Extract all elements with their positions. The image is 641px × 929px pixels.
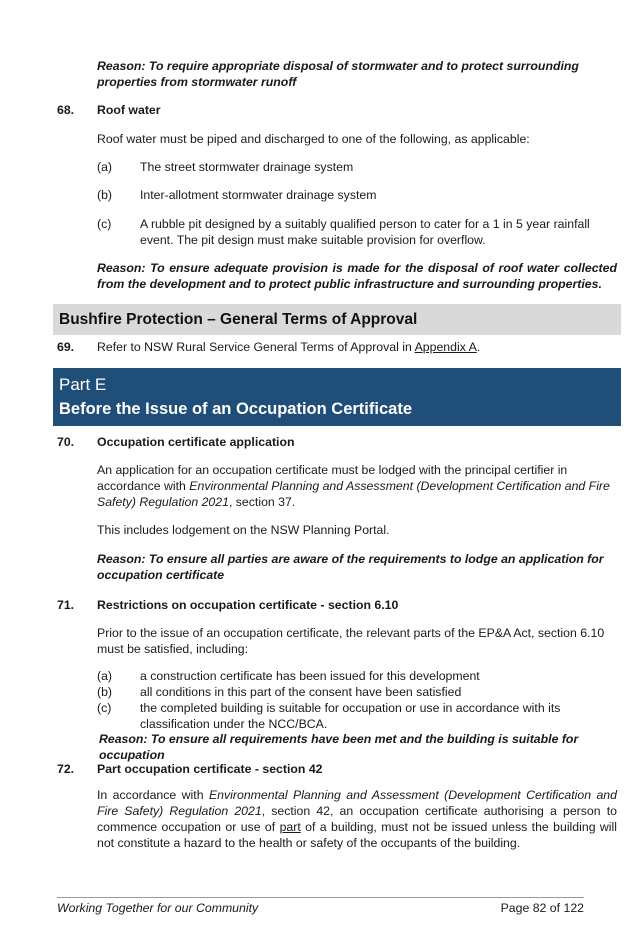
part-title: Before the Issue of an Occupation Certificate: [59, 400, 412, 418]
part-emphasis: part: [279, 820, 301, 834]
condition-text-69: [97, 339, 617, 355]
part-label: Part E: [59, 375, 107, 394]
list-label: (a): [97, 160, 113, 174]
condition-intro-71: Prior to the issue of an occupation certificate, the relevant parts of the EP&A Act, section 6.10 must be satisfied, including:: [97, 626, 605, 656]
list-item-text: the completed building is suitable for occupation or use in accordance with its classification under the NCC/BCA.: [140, 701, 561, 731]
reason-roof-water: Reason: To ensure adequate provision is made for the disposal of roof water collected from the development and to protect public infrastructure and surrounding properties.: [97, 261, 617, 291]
part-heading-band: [53, 368, 621, 426]
list-item-text: A rubble pit designed by a suitably qualified person to cater for a 1 in 5 year rainfall event. The pit design must make suitable provision for overflow.: [140, 217, 590, 247]
section-heading-band: [53, 304, 621, 335]
condition-number-71: 71.: [57, 598, 75, 612]
condition-number-68: 68.: [57, 103, 75, 117]
paragraph-text: In accordance with: [97, 788, 209, 802]
condition-number-69: 69.: [57, 340, 75, 354]
regulation-name: Environmental Planning and Assessment (Development Certification and Fire Safety) Regulation 2021: [97, 479, 610, 509]
page-number: Page 82 of 122: [500, 901, 584, 915]
reason-stormwater: Reason: To require appropriate disposal of stormwater and to protect surrounding properties from stormwater runoff: [97, 59, 579, 89]
list-item-text: The street stormwater drainage system: [140, 160, 354, 174]
reason-occupation-restrictions: Reason: To ensure all requirements have been met and the building is suitable for occupation: [99, 732, 579, 762]
appendix-a-link[interactable]: Appendix A: [414, 340, 477, 354]
condition-number-72: 72.: [57, 762, 75, 776]
list-label: (b): [97, 188, 113, 202]
condition-text-69-after: .: [476, 340, 481, 354]
condition-title-71: Restrictions on occupation certificate - section 6.10: [97, 598, 399, 612]
footer-divider: [57, 897, 584, 898]
section-heading-bushfire: Bushfire Protection – General Terms of Approval: [59, 311, 418, 328]
condition-paragraph-70: [97, 462, 617, 510]
condition-intro-68: Roof water must be piped and discharged to one of the following, as applicable:: [97, 132, 530, 146]
list-item-text: all conditions in this part of the consent have been satisfied: [140, 685, 462, 699]
condition-title-68: Roof water: [97, 103, 161, 117]
reason-occupation-application: Reason: To ensure all parties are aware of the requirements to lodge an application for occupation certificate: [97, 552, 604, 582]
condition-number-70: 70.: [57, 435, 75, 449]
paragraph-text: , section 37.: [228, 495, 296, 509]
list-item-text: a construction certificate has been issued for this development: [140, 669, 480, 683]
condition-paragraph-72: [97, 787, 617, 851]
condition-paragraph-70-2: This includes lodgement on the NSW Planning Portal.: [97, 523, 390, 537]
condition-title-70: Occupation certificate application: [97, 435, 295, 449]
condition-text-69-before: Refer to NSW Rural Service General Terms of Approval in: [97, 340, 415, 354]
list-label: (b): [97, 685, 113, 699]
list-label: (c): [97, 217, 112, 231]
paragraph-text: An application for an occupation certificate must be lodged with the principal certifier in accordance with: [97, 463, 568, 493]
paragraph-text: of a building, must not be issued unless the building will not constitute a hazard to the health or safety of the occupants of the building.: [97, 820, 618, 850]
list-item-text: Inter-allotment stormwater drainage system: [140, 188, 377, 202]
condition-title-72: Part occupation certificate - section 42: [97, 762, 323, 776]
regulation-name: Environmental Planning and Assessment (Development Certification and Fire Safety) Regulation 2021: [97, 788, 617, 818]
list-label: (c): [97, 701, 112, 715]
footer-slogan: Working Together for our Community: [57, 901, 259, 915]
paragraph-text: , section 42, an occupation certificate authorising a person to commence occupation or use of: [97, 804, 617, 834]
list-label: (a): [97, 669, 113, 683]
